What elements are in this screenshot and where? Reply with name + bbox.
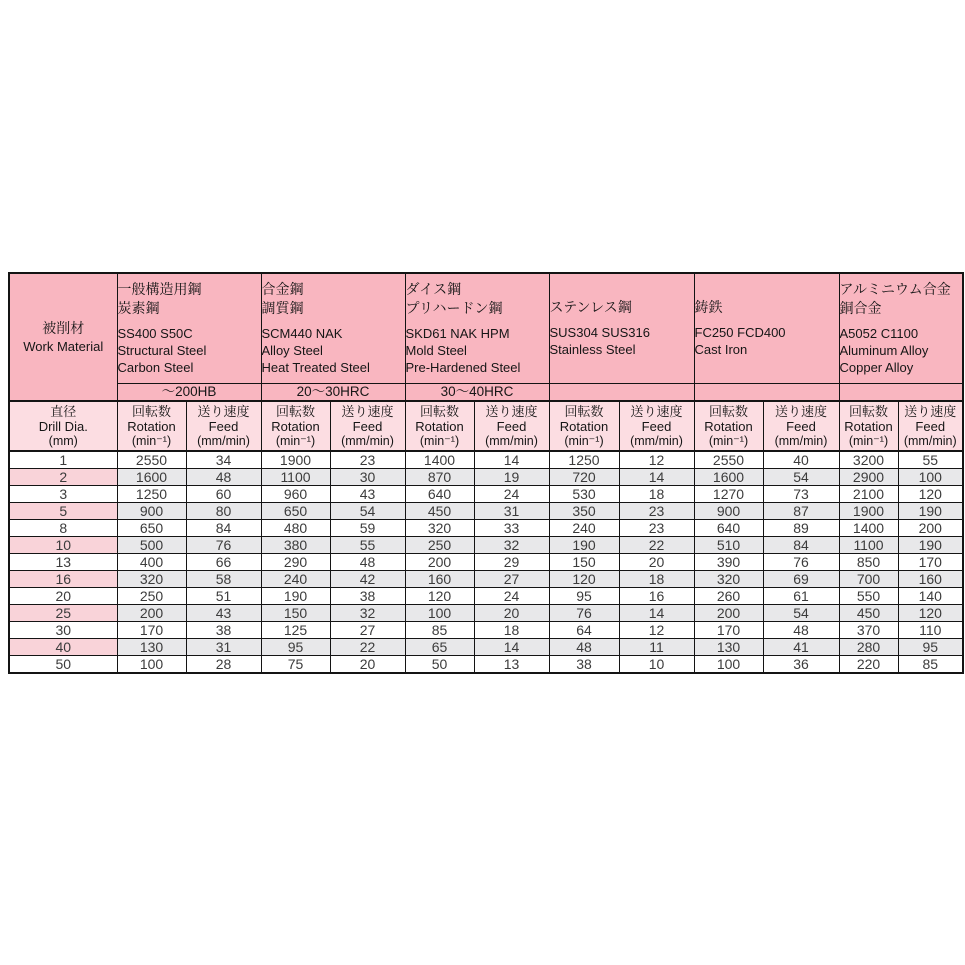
rotation-value-cell: 3200 [839, 451, 898, 469]
material-header-cell-1 [117, 273, 261, 383]
rotation-value-cell: 2100 [839, 486, 898, 503]
rotation-value-cell: 700 [839, 571, 898, 588]
feed-value-cell: 14 [474, 451, 549, 469]
feed-value-cell: 14 [619, 605, 694, 622]
rotation-label-ja: 回転数 [848, 403, 888, 419]
rotation-value-cell: 130 [117, 639, 186, 656]
drill-dia-unit: (mm) [48, 433, 78, 448]
feed-value-cell: 13 [474, 656, 549, 674]
rotation-value-cell: 2550 [117, 451, 186, 469]
material-name-en-block [406, 325, 549, 376]
material-name-ja-line: ステンレス鋼 [549, 299, 632, 316]
feed-value-cell: 20 [330, 656, 405, 674]
feed-unit: (mm/min) [774, 433, 828, 448]
feed-value-cell: 170 [898, 554, 963, 571]
feed-label-en: Feed [208, 418, 239, 434]
material-name-ja-block [406, 280, 549, 318]
hardness-cell-5 [694, 383, 839, 401]
rotation-value-cell: 200 [117, 605, 186, 622]
feed-label-en: Feed [786, 418, 816, 434]
rotation-value-cell: 64 [549, 622, 619, 639]
feed-value-cell: 89 [763, 520, 839, 537]
rotation-value-cell: 1400 [405, 451, 474, 469]
feed-label-ja: 送り速度 [774, 403, 827, 419]
feed-value-cell: 38 [186, 622, 261, 639]
table-row [9, 554, 963, 571]
material-name-ja-block [118, 280, 261, 318]
rotation-value-cell: 1270 [694, 486, 763, 503]
feed-header-cell-2 [330, 401, 405, 451]
table-row [9, 622, 963, 639]
feed-value-cell: 28 [186, 656, 261, 674]
rotation-value-cell: 900 [117, 503, 186, 520]
feed-unit: (mm/min) [197, 433, 250, 448]
feed-value-cell: 16 [619, 588, 694, 605]
material-name-en-line: FC250 FCD400 [694, 325, 786, 341]
feed-value-cell: 140 [898, 588, 963, 605]
rotation-value-cell: 650 [117, 520, 186, 537]
feed-value-cell: 160 [898, 571, 963, 588]
rotation-value-cell: 120 [549, 571, 619, 588]
material-name-en-line: SKD61 NAK HPM [405, 326, 510, 342]
feed-value-cell: 200 [898, 520, 963, 537]
material-name-en-block [262, 325, 405, 376]
rotation-value-cell: 200 [694, 605, 763, 622]
feed-value-cell: 60 [186, 486, 261, 503]
feed-value-cell: 12 [619, 622, 694, 639]
rotation-header-cell-4 [549, 401, 619, 451]
rotation-label-ja: 回転数 [131, 403, 171, 419]
feed-value-cell: 73 [763, 486, 839, 503]
rotation-header-cell-6 [839, 401, 898, 451]
feed-value-cell: 190 [898, 503, 963, 520]
rotation-value-cell: 100 [694, 656, 763, 674]
material-name-en-line: A5052 C1100 [839, 326, 919, 342]
feed-value-cell: 20 [619, 554, 694, 571]
rotation-value-cell: 1250 [117, 486, 186, 503]
rotation-value-cell: 95 [549, 588, 619, 605]
rotation-value-cell: 320 [405, 520, 474, 537]
rotation-value-cell: 75 [261, 656, 330, 674]
drill-dia-cell: 5 [9, 503, 117, 520]
material-name-ja-line: 銅合金 [839, 300, 882, 317]
rotation-value-cell: 38 [549, 656, 619, 674]
drill-dia-cell: 40 [9, 639, 117, 656]
material-name-ja-line: プリハードン鋼 [405, 300, 503, 317]
feed-value-cell: 30 [330, 469, 405, 486]
rotation-value-cell: 510 [694, 537, 763, 554]
material-name-ja-line: 鋳鉄 [694, 299, 723, 316]
feed-value-cell: 48 [763, 622, 839, 639]
drill-dia-cell: 25 [9, 605, 117, 622]
feed-header-cell-6 [898, 401, 963, 451]
feed-value-cell: 87 [763, 503, 839, 520]
material-name-ja-line: 合金鋼 [261, 281, 304, 298]
rotation-value-cell: 640 [405, 486, 474, 503]
drill-dia-cell: 10 [9, 537, 117, 554]
feed-value-cell: 54 [763, 605, 839, 622]
rotation-value-cell: 150 [261, 605, 330, 622]
material-name-en-line: Copper Alloy [839, 360, 914, 376]
material-name-en-line: Heat Treated Steel [261, 360, 370, 376]
drill-dia-cell: 50 [9, 656, 117, 674]
feed-header-cell-3 [474, 401, 549, 451]
feed-header-cell-5 [763, 401, 839, 451]
rotation-label-en: Rotation [415, 418, 464, 434]
table-row [9, 588, 963, 605]
feed-value-cell: 20 [474, 605, 549, 622]
rotation-label-en: Rotation [559, 418, 609, 434]
feed-value-cell: 110 [898, 622, 963, 639]
rotation-label-en: Rotation [844, 418, 893, 434]
material-header-row [9, 273, 963, 383]
feed-label-ja: 送り速度 [341, 403, 394, 419]
hardness-cell-1: ～200HB [117, 383, 261, 401]
feed-unit: (mm/min) [630, 433, 683, 448]
feed-value-cell: 27 [474, 571, 549, 588]
feed-value-cell: 76 [763, 554, 839, 571]
rotation-value-cell: 2900 [839, 469, 898, 486]
material-name-ja-line: 一般構造用鋼 [117, 281, 202, 298]
rotation-unit: (min⁻¹) [131, 433, 172, 448]
feed-value-cell: 120 [898, 486, 963, 503]
rotation-value-cell: 400 [117, 554, 186, 571]
hardness-cell-2: 20～30HRC [261, 383, 405, 401]
table-row [9, 571, 963, 588]
feed-header-cell-1 [186, 401, 261, 451]
feed-value-cell: 58 [186, 571, 261, 588]
rotation-value-cell: 450 [405, 503, 474, 520]
table-row [9, 520, 963, 537]
rotation-value-cell: 1100 [839, 537, 898, 554]
material-name-ja-block [840, 280, 963, 318]
rotation-value-cell: 870 [405, 469, 474, 486]
rotation-value-cell: 85 [405, 622, 474, 639]
drill-dia-cell: 8 [9, 520, 117, 537]
rotation-header-cell-1 [117, 401, 186, 451]
feed-value-cell: 14 [619, 469, 694, 486]
feed-value-cell: 80 [186, 503, 261, 520]
rotation-header-cell-5 [694, 401, 763, 451]
rotation-value-cell: 160 [405, 571, 474, 588]
material-name-en-block [695, 324, 839, 358]
feed-value-cell: 85 [898, 656, 963, 674]
rotation-value-cell: 170 [694, 622, 763, 639]
rotation-label-ja: 回転数 [564, 403, 604, 419]
feed-value-cell: 33 [474, 520, 549, 537]
rotation-value-cell: 320 [117, 571, 186, 588]
material-name-ja-block [262, 280, 405, 318]
rotation-value-cell: 100 [117, 656, 186, 674]
material-name-en-line: SCM440 NAK [261, 326, 343, 342]
feed-value-cell: 55 [330, 537, 405, 554]
feed-value-cell: 38 [330, 588, 405, 605]
feed-value-cell: 84 [186, 520, 261, 537]
rotation-value-cell: 320 [694, 571, 763, 588]
feed-value-cell: 22 [619, 537, 694, 554]
drill-dia-cell: 16 [9, 571, 117, 588]
feed-value-cell: 48 [186, 469, 261, 486]
rotation-value-cell: 95 [261, 639, 330, 656]
rotation-value-cell: 190 [261, 588, 330, 605]
rotation-value-cell: 900 [694, 503, 763, 520]
rotation-value-cell: 130 [694, 639, 763, 656]
feed-label-en: Feed [496, 418, 527, 434]
material-name-ja-line: 調質鋼 [261, 300, 304, 317]
material-name-en-line: Carbon Steel [117, 360, 194, 376]
material-name-en-block [550, 324, 694, 358]
material-name-en-line: Cast Iron [694, 342, 748, 358]
rotation-value-cell: 500 [117, 537, 186, 554]
table-row [9, 486, 963, 503]
feed-value-cell: 48 [330, 554, 405, 571]
material-name-ja-line: 炭素鋼 [117, 300, 160, 317]
rotation-value-cell: 125 [261, 622, 330, 639]
drill-dia-cell: 13 [9, 554, 117, 571]
feed-value-cell: 61 [763, 588, 839, 605]
feed-value-cell: 84 [763, 537, 839, 554]
rotation-header-cell-3 [405, 401, 474, 451]
material-header-cell-6 [839, 273, 963, 383]
feed-value-cell: 42 [330, 571, 405, 588]
feed-value-cell: 95 [898, 639, 963, 656]
rotation-value-cell: 480 [261, 520, 330, 537]
rotation-label-ja: 回転数 [275, 403, 315, 419]
rotation-value-cell: 220 [839, 656, 898, 674]
feed-value-cell: 31 [186, 639, 261, 656]
rotation-unit: (min⁻¹) [419, 433, 460, 448]
rotation-value-cell: 960 [261, 486, 330, 503]
hardness-cell-4 [549, 383, 694, 401]
drill-dia-label-ja: 直径 [50, 403, 77, 419]
feed-value-cell: 190 [898, 537, 963, 554]
feed-value-cell: 66 [186, 554, 261, 571]
feed-value-cell: 22 [330, 639, 405, 656]
rotation-value-cell: 1250 [549, 451, 619, 469]
feed-value-cell: 19 [474, 469, 549, 486]
rotation-value-cell: 1900 [839, 503, 898, 520]
rotation-label-en: Rotation [704, 418, 753, 434]
feed-value-cell: 51 [186, 588, 261, 605]
hardness-cell-3: 30～40HRC [405, 383, 549, 401]
rotation-value-cell: 370 [839, 622, 898, 639]
feed-label-ja: 送り速度 [904, 403, 957, 419]
feed-value-cell: 34 [186, 451, 261, 469]
feed-value-cell: 23 [619, 503, 694, 520]
material-header-cell-5 [694, 273, 839, 383]
feed-value-cell: 31 [474, 503, 549, 520]
feed-value-cell: 43 [186, 605, 261, 622]
rotation-unit: (min⁻¹) [564, 433, 604, 448]
rotation-value-cell: 240 [261, 571, 330, 588]
table-row [9, 503, 963, 520]
feed-label-en: Feed [641, 418, 672, 434]
rotation-value-cell: 170 [117, 622, 186, 639]
material-name-en-block [118, 325, 261, 376]
rotation-value-cell: 350 [549, 503, 619, 520]
column-header-row [9, 401, 963, 451]
material-name-en-line: Aluminum Alloy [839, 343, 929, 359]
feed-value-cell: 10 [619, 656, 694, 674]
rotation-value-cell: 76 [549, 605, 619, 622]
feed-label-ja: 送り速度 [630, 403, 683, 419]
material-name-en-line: Structural Steel [117, 343, 207, 359]
rotation-label-en: Rotation [271, 418, 320, 434]
feed-value-cell: 23 [330, 451, 405, 469]
rotation-value-cell: 48 [549, 639, 619, 656]
feed-unit: (mm/min) [903, 433, 957, 448]
material-name-en-line: Pre-Hardened Steel [405, 360, 521, 376]
rotation-value-cell: 250 [117, 588, 186, 605]
feed-value-cell: 69 [763, 571, 839, 588]
material-name-ja-block [550, 298, 694, 317]
feed-label-ja: 送り速度 [485, 403, 538, 419]
rotation-value-cell: 50 [405, 656, 474, 674]
rotation-unit: (min⁻¹) [848, 433, 889, 448]
drill-dia-cell: 30 [9, 622, 117, 639]
material-name-en-line: SS400 S50C [117, 326, 193, 342]
rotation-value-cell: 530 [549, 486, 619, 503]
feed-value-cell: 54 [763, 469, 839, 486]
feed-value-cell: 18 [474, 622, 549, 639]
drill-dia-cell: 1 [9, 451, 117, 469]
rotation-unit: (min⁻¹) [708, 433, 749, 448]
feed-value-cell: 100 [898, 469, 963, 486]
material-name-ja-block [695, 298, 839, 317]
feed-value-cell: 12 [619, 451, 694, 469]
rotation-value-cell: 100 [405, 605, 474, 622]
rotation-value-cell: 290 [261, 554, 330, 571]
material-name-en-line: Alloy Steel [261, 343, 323, 359]
feed-label-en: Feed [915, 418, 946, 434]
rotation-value-cell: 1600 [117, 469, 186, 486]
rotation-value-cell: 120 [405, 588, 474, 605]
feed-value-cell: 24 [474, 486, 549, 503]
drill-dia-cell: 3 [9, 486, 117, 503]
rotation-value-cell: 450 [839, 605, 898, 622]
table-row [9, 656, 963, 674]
drill-dia-label-en: Drill Dia. [38, 418, 88, 434]
feed-value-cell: 36 [763, 656, 839, 674]
material-name-ja-line: ダイス鋼 [405, 281, 462, 298]
hardness-cell-6 [839, 383, 963, 401]
feed-label-ja: 送り速度 [197, 403, 250, 419]
rotation-value-cell: 250 [405, 537, 474, 554]
rotation-label-ja: 回転数 [419, 403, 459, 419]
rotation-header-cell-2 [261, 401, 330, 451]
hardness-row [9, 383, 963, 401]
work-material-label-en: Work Material [23, 338, 104, 354]
rotation-value-cell: 240 [549, 520, 619, 537]
feed-value-cell: 120 [898, 605, 963, 622]
rotation-value-cell: 850 [839, 554, 898, 571]
rotation-value-cell: 260 [694, 588, 763, 605]
rotation-label-ja: 回転数 [708, 403, 748, 419]
feed-value-cell: 24 [474, 588, 549, 605]
rotation-value-cell: 2550 [694, 451, 763, 469]
feed-value-cell: 54 [330, 503, 405, 520]
rotation-value-cell: 550 [839, 588, 898, 605]
feed-value-cell: 55 [898, 451, 963, 469]
rotation-value-cell: 65 [405, 639, 474, 656]
rotation-value-cell: 1600 [694, 469, 763, 486]
rotation-value-cell: 1900 [261, 451, 330, 469]
rotation-value-cell: 150 [549, 554, 619, 571]
drilling-conditions-table [8, 272, 964, 674]
material-name-en-block [840, 325, 963, 376]
table-row [9, 537, 963, 554]
rotation-unit: (min⁻¹) [275, 433, 316, 448]
material-name-en-line: Stainless Steel [549, 342, 636, 358]
work-material-header-cell [9, 273, 117, 401]
rotation-value-cell: 650 [261, 503, 330, 520]
rotation-value-cell: 1100 [261, 469, 330, 486]
work-material-label-ja: 被削材 [42, 319, 85, 336]
rotation-value-cell: 190 [549, 537, 619, 554]
feed-unit: (mm/min) [341, 433, 394, 448]
feed-value-cell: 76 [186, 537, 261, 554]
table-row [9, 469, 963, 486]
rotation-label-en: Rotation [127, 418, 176, 434]
rotation-value-cell: 640 [694, 520, 763, 537]
rotation-value-cell: 200 [405, 554, 474, 571]
feed-header-cell-4 [619, 401, 694, 451]
feed-value-cell: 41 [763, 639, 839, 656]
feed-value-cell: 27 [330, 622, 405, 639]
feed-value-cell: 59 [330, 520, 405, 537]
feed-value-cell: 11 [619, 639, 694, 656]
table-row [9, 451, 963, 469]
feed-value-cell: 43 [330, 486, 405, 503]
rotation-value-cell: 390 [694, 554, 763, 571]
feed-value-cell: 18 [619, 486, 694, 503]
feed-value-cell: 32 [330, 605, 405, 622]
feed-value-cell: 14 [474, 639, 549, 656]
material-name-en-line: SUS304 SUS316 [549, 325, 650, 341]
drill-dia-header-cell [9, 401, 117, 451]
feed-unit: (mm/min) [485, 433, 538, 448]
feed-value-cell: 23 [619, 520, 694, 537]
drill-dia-cell: 20 [9, 588, 117, 605]
feed-value-cell: 29 [474, 554, 549, 571]
material-header-cell-4 [549, 273, 694, 383]
table-row [9, 639, 963, 656]
drill-dia-cell: 2 [9, 469, 117, 486]
rotation-value-cell: 720 [549, 469, 619, 486]
material-name-ja-line: アルミニウム合金 [839, 281, 951, 298]
material-name-en-line: Mold Steel [405, 343, 467, 359]
rotation-value-cell: 280 [839, 639, 898, 656]
feed-value-cell: 40 [763, 451, 839, 469]
feed-value-cell: 32 [474, 537, 549, 554]
drilling-conditions-table-wrap [8, 272, 964, 674]
rotation-value-cell: 380 [261, 537, 330, 554]
material-header-cell-2 [261, 273, 405, 383]
feed-label-en: Feed [352, 418, 383, 434]
feed-value-cell: 18 [619, 571, 694, 588]
table-row [9, 605, 963, 622]
rotation-value-cell: 1400 [839, 520, 898, 537]
material-header-cell-3 [405, 273, 549, 383]
